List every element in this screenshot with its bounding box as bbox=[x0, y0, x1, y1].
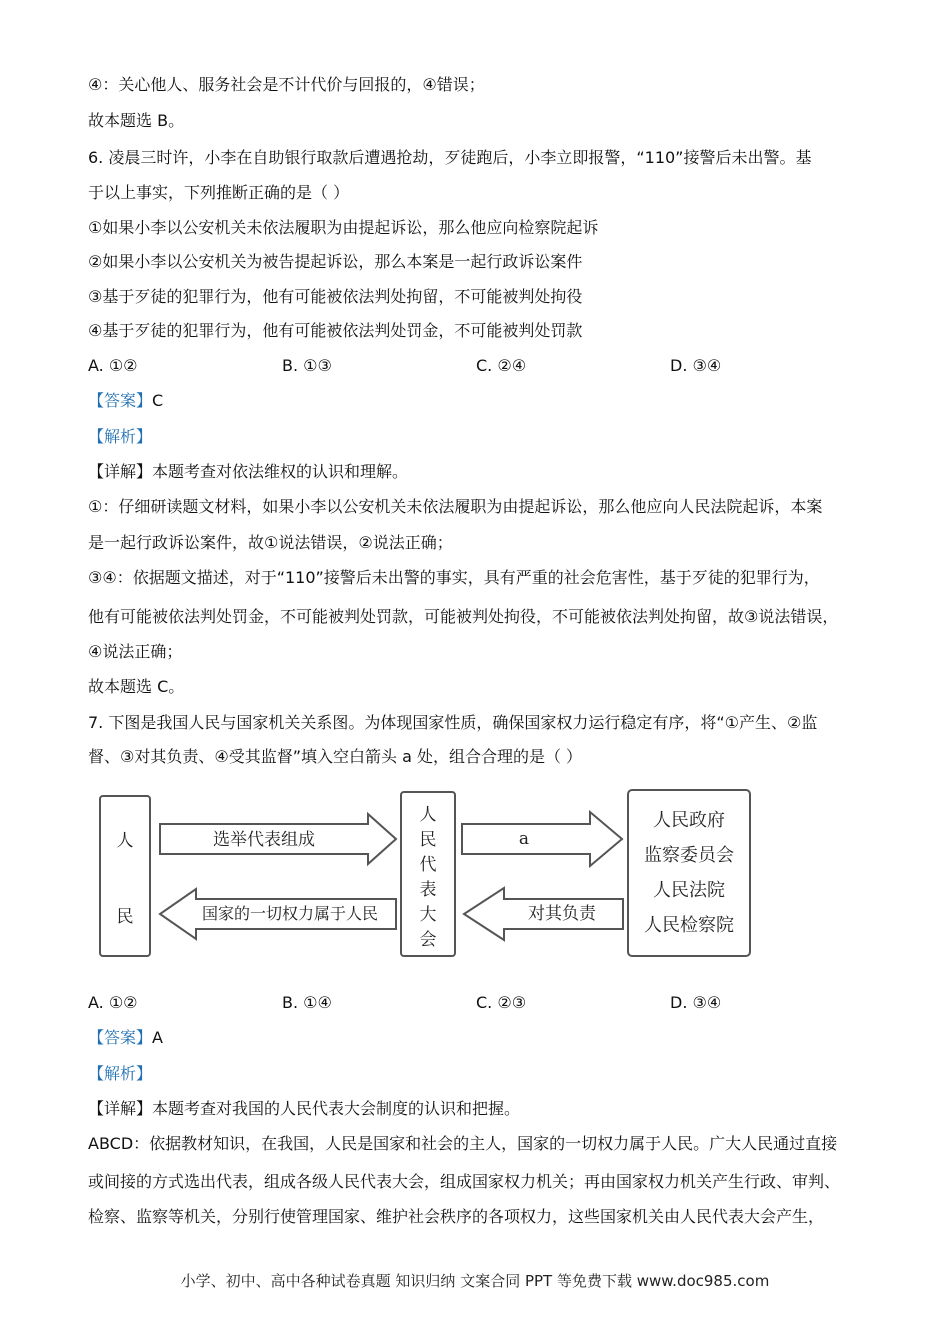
detail-text: 本题考查对我国的人民代表大会制度的认识和把握。 bbox=[152, 1099, 521, 1118]
question-7-stem: 督、③对其负责、④受其监督”填入空白箭头 a 处，组合合理的是（ ） bbox=[88, 747, 583, 766]
question-6-stem: 6. 凌晨三时许，小李在自助银行取款后遭遇抢劫，歹徒跑后，小李立即报警，“110”接警后未出警。基 bbox=[88, 148, 812, 167]
statement-4: ④基于歹徒的犯罪行为，他有可能被依法判处罚金，不可能被判处罚款 bbox=[88, 321, 583, 340]
q7-option-c: C. ②③ bbox=[476, 993, 527, 1012]
statement-2: ②如果小李以公安机关为被告提起诉讼，那么本案是一起行政诉讼案件 bbox=[88, 252, 583, 271]
analysis-tag: 【解析】 bbox=[88, 427, 153, 446]
detail-tag: 【详解】 bbox=[88, 462, 153, 481]
question-6-stem: 于以上事实，下列推断正确的是（ ） bbox=[88, 183, 350, 202]
q6-option-c: C. ②④ bbox=[476, 356, 527, 375]
explanation-line: ①：仔细研读题文材料，如果小李以公安机关未依法履职为由提起诉讼，那么他应向人民法院起诉，本案 bbox=[88, 497, 823, 516]
people-label: 人 bbox=[116, 831, 134, 851]
arrow-label-a: a bbox=[518, 829, 530, 849]
answer-tag: 【答案】 bbox=[88, 391, 153, 410]
arrow-label-elect: 选举代表组成 bbox=[213, 830, 315, 850]
arrow-label-power: 国家的一切权力属于人民 bbox=[201, 904, 379, 923]
answer-tag: 【答案】 bbox=[88, 1028, 153, 1047]
arrow-a-right bbox=[462, 812, 622, 866]
question-7-stem: 7. 下图是我国人民与国家机关关系图。为体现国家性质，确保国家权力运行稳定有序，将“①产生、②监 bbox=[88, 713, 818, 732]
npc-char: 会 bbox=[419, 930, 437, 950]
q6-option-d: D. ③④ bbox=[670, 356, 722, 375]
q7-option-a: A. ①② bbox=[88, 993, 138, 1012]
arrow-label-responsible: 对其负责 bbox=[528, 904, 596, 924]
q7-detail bbox=[88, 1098, 520, 1120]
text-line: 故本题选 C。 bbox=[88, 677, 185, 696]
explanation-line: 是一起行政诉讼案件，故①说法错误，②说法正确； bbox=[88, 533, 453, 552]
statement-1: ①如果小李以公安机关未依法履职为由提起诉讼，那么他应向检察院起诉 bbox=[88, 218, 599, 237]
npc-char: 大 bbox=[419, 905, 437, 925]
npc-char: 表 bbox=[419, 880, 437, 900]
explanation-line: 检察、监察等机关，分别行使管理国家、维护社会秩序的各项权力，这些国家机关由人民代表大会产生， bbox=[88, 1207, 825, 1226]
q6-option-b: B. ①③ bbox=[282, 356, 332, 375]
people-box bbox=[100, 796, 150, 956]
q6-option-a: A. ①② bbox=[88, 356, 138, 375]
organ-label: 人民法院 bbox=[653, 880, 725, 901]
text-line: ④：关心他人、服务社会是不计代价与回报的，④错误； bbox=[88, 75, 485, 94]
q7-option-b: B. ①④ bbox=[282, 993, 332, 1012]
explanation-line: 或间接的方式选出代表，组成各级人民代表大会，组成国家权力机关；再由国家权力机关产生行政、审判、 bbox=[88, 1172, 841, 1191]
explanation-line: ③④：依据题文描述，对于“110”接警后未出警的事实，具有严重的社会危害性，基于歹徒的犯罪行为， bbox=[88, 568, 820, 587]
organ-label: 人民检察院 bbox=[644, 915, 734, 936]
explanation-line: ④说法正确； bbox=[88, 642, 183, 661]
explanation-line: 他有可能被依法判处罚金，不可能被判处罚款，可能被判处拘役，不可能被依法判处拘留，故③说法错误， bbox=[88, 607, 839, 626]
answer-value: C bbox=[152, 391, 164, 410]
explanation-line: ABCD：依据教材知识，在我国，人民是国家和社会的主人，国家的一切权力属于人民。广大人民通过直接 bbox=[88, 1134, 838, 1153]
q6-answer bbox=[88, 390, 163, 412]
page-footer: 小学、初中、高中各种试卷真题 知识归纳 文案合同 PPT 等免费下载 www.doc985.com bbox=[180, 1272, 770, 1290]
organ-label: 人民政府 bbox=[653, 810, 725, 831]
q6-detail bbox=[88, 461, 408, 483]
npc-char: 民 bbox=[419, 830, 437, 850]
analysis-tag: 【解析】 bbox=[88, 1064, 153, 1083]
detail-tag: 【详解】 bbox=[88, 1099, 153, 1118]
answer-value: A bbox=[152, 1028, 163, 1047]
text-line: 故本题选 B。 bbox=[88, 111, 185, 130]
detail-text: 本题考查对依法维权的认识和理解。 bbox=[152, 462, 409, 481]
q7-answer bbox=[88, 1027, 163, 1049]
statement-3: ③基于歹徒的犯罪行为，他有可能被依法判处拘留，不可能被判处拘役 bbox=[88, 287, 583, 306]
relationship-diagram bbox=[96, 786, 756, 964]
people-label: 民 bbox=[116, 907, 134, 927]
q7-option-d: D. ③④ bbox=[670, 993, 722, 1012]
organ-label: 监察委员会 bbox=[644, 845, 734, 866]
npc-char: 代 bbox=[419, 855, 437, 875]
npc-char: 人 bbox=[419, 805, 437, 825]
